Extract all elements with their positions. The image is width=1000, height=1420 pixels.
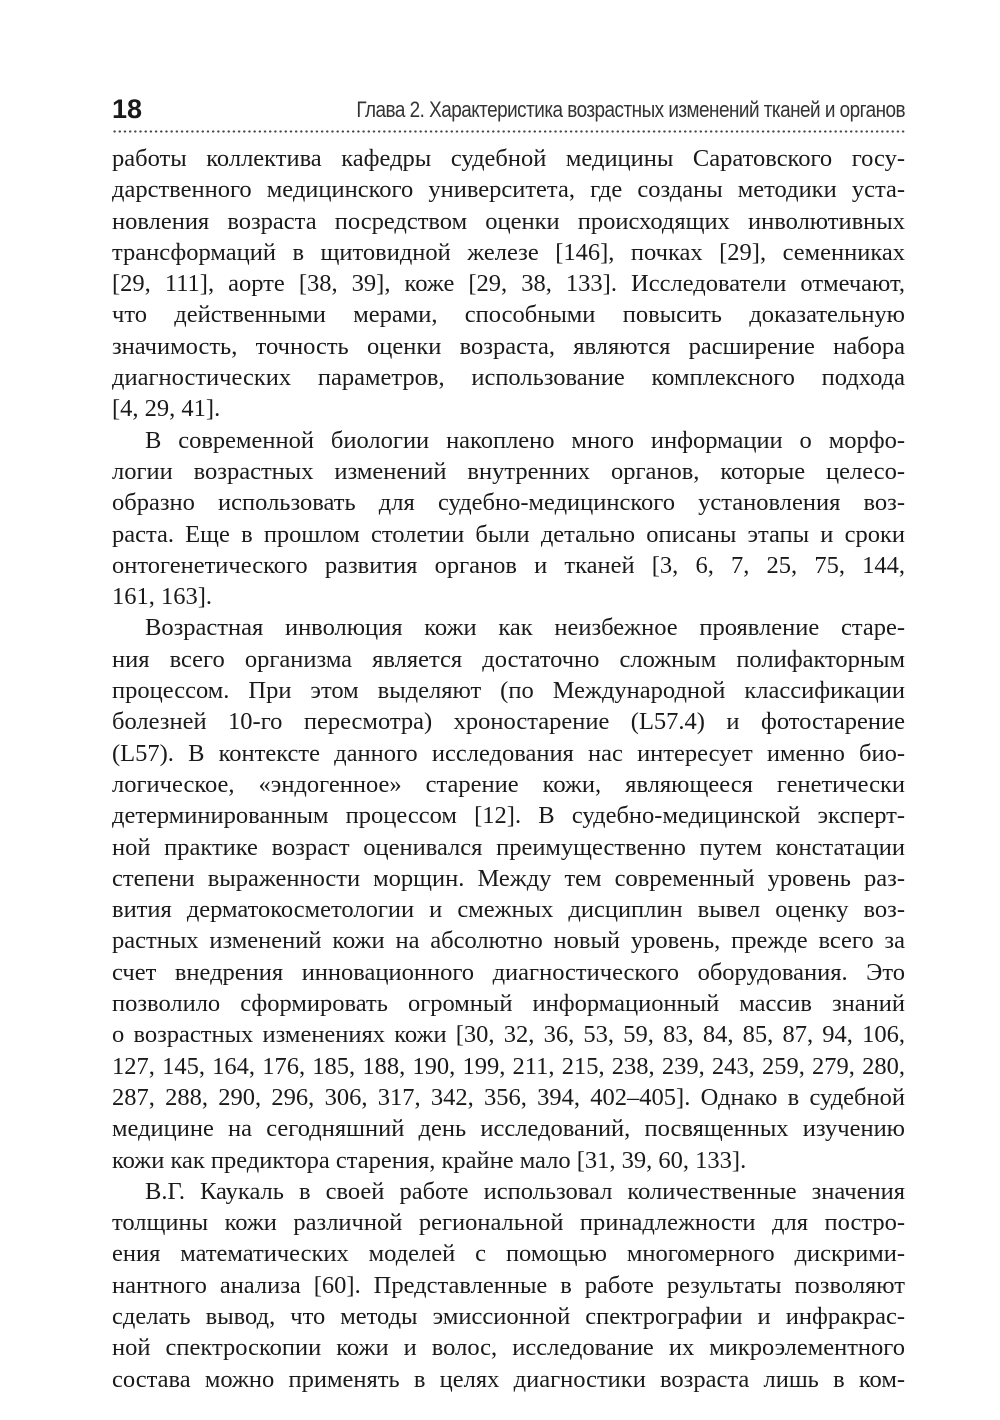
text-line: о возрастных изменениях кожи [30, 32, 36, 53, 59, 83, 84, 85, 87, 94, 106, (112, 1021, 905, 1049)
text-line: позволило сформировать огромный информационный массив знаний (112, 990, 905, 1018)
text-line: логии возрастных изменений внутренних органов, которые целесо- (112, 457, 905, 485)
chapter-title: Глава 2. Характеристика возрастных изменений тканей и органов (356, 97, 905, 122)
text-line: [4, 29, 41]. (112, 395, 221, 423)
text-line: ения математических моделей с помощью многомерного дискрими- (112, 1240, 905, 1268)
text-line: сделать вывод, что методы эмиссионной спектрографии и инфракрас- (112, 1302, 905, 1330)
text-line: ной практике возраст оценивался преимущественно путем констатации (112, 833, 905, 861)
text-line: В.Г. Каукаль в своей работе использовал количественные значения (145, 1177, 905, 1205)
body-text (112, 143, 905, 1395)
text-line: дарственного медицинского университета, где созданы методики уста- (112, 176, 905, 204)
text-line: ной спектроскопии кожи и волос, исследование их микроэлементного (112, 1334, 905, 1362)
text-line: 161, 163]. (112, 583, 213, 611)
text-line: новления возраста посредством оценки происходящих инволютивных (112, 207, 905, 235)
text-line: медицине на сегодняшний день исследований, посвященных изучению (112, 1115, 905, 1143)
text-line: онтогенетического развития органов и тканей [3, 6, 7, 25, 75, 144, (112, 551, 905, 579)
text-line: логическое, «эндогенное» старение кожи, являющееся генетически (112, 770, 905, 798)
text-line: В современной биологии накоплено много информации о морфо- (145, 426, 905, 454)
text-line: диагностических параметров, использование комплексного подхода (112, 364, 905, 392)
text-line: Возрастная инволюция кожи как неизбежное проявление старе- (145, 614, 905, 642)
text-line: вития дерматокосметологии и смежных дисциплин вывел оценку воз- (112, 896, 905, 924)
text-line: толщины кожи различной региональной принадлежности для постро- (112, 1209, 905, 1237)
header-dotted-rule (112, 130, 905, 133)
text-line: детерминированным процессом [12]. В судебно-медицинской эксперт- (112, 802, 905, 830)
running-header (112, 92, 905, 126)
text-line: [29, 111], аорте [38, 39], коже [29, 38, 133]. Исследователи отмечают, (112, 270, 905, 298)
text-line: раста. Еще в прошлом столетии были детально описаны этапы и сроки (112, 520, 905, 548)
text-line: 287, 288, 290, 296, 306, 317, 342, 356, 394, 402–405]. Однако в судебной (112, 1083, 905, 1111)
text-line: трансформаций в щитовидной железе [146], почках [29], семенниках (112, 238, 905, 266)
text-line: кожи как предиктора старения, крайне мало [31, 39, 60, 133]. (112, 1146, 747, 1174)
text-line: растных изменений кожи на абсолютно новый уровень, прежде всего за (112, 927, 905, 955)
text-line: болезней 10-го пересмотра) хроностарение (L57.4) и фотостарение (112, 708, 905, 736)
text-line: работы коллектива кафедры судебной медицины Саратовского госу- (112, 145, 905, 172)
paragraph (112, 1176, 905, 1395)
text-line: счет внедрения инновационного диагностического оборудования. Это (112, 958, 905, 986)
text-line: что действенными мерами, способными повысить доказательную (112, 301, 905, 329)
text-line: нантного анализа [60]. Представленные в работе результаты позволяют (112, 1271, 905, 1299)
text-line: состава можно применять в целях диагностики возраста лишь в ком- (112, 1365, 905, 1393)
paragraph (112, 143, 905, 425)
text-line: (L57). В контексте данного исследования нас интересует именно био- (112, 739, 905, 767)
text-line: ния всего организма является достаточно сложным полифакторным (112, 645, 905, 673)
text-line: значимость, точность оценки возраста, являются расширение набора (112, 332, 905, 360)
text-line: степени выраженности морщин. Между тем современный уровень раз- (112, 864, 905, 892)
page-number: 18 (112, 94, 143, 124)
paragraph (112, 612, 905, 1175)
text-line: образно использовать для судебно-медицинского установления воз- (112, 489, 905, 517)
text-line: 127, 145, 164, 176, 185, 188, 190, 199, 211, 215, 238, 239, 243, 259, 279, 280, (112, 1052, 905, 1080)
paragraph (112, 425, 905, 613)
text-line: процессом. При этом выделяют (по Международной классификации (112, 677, 905, 705)
